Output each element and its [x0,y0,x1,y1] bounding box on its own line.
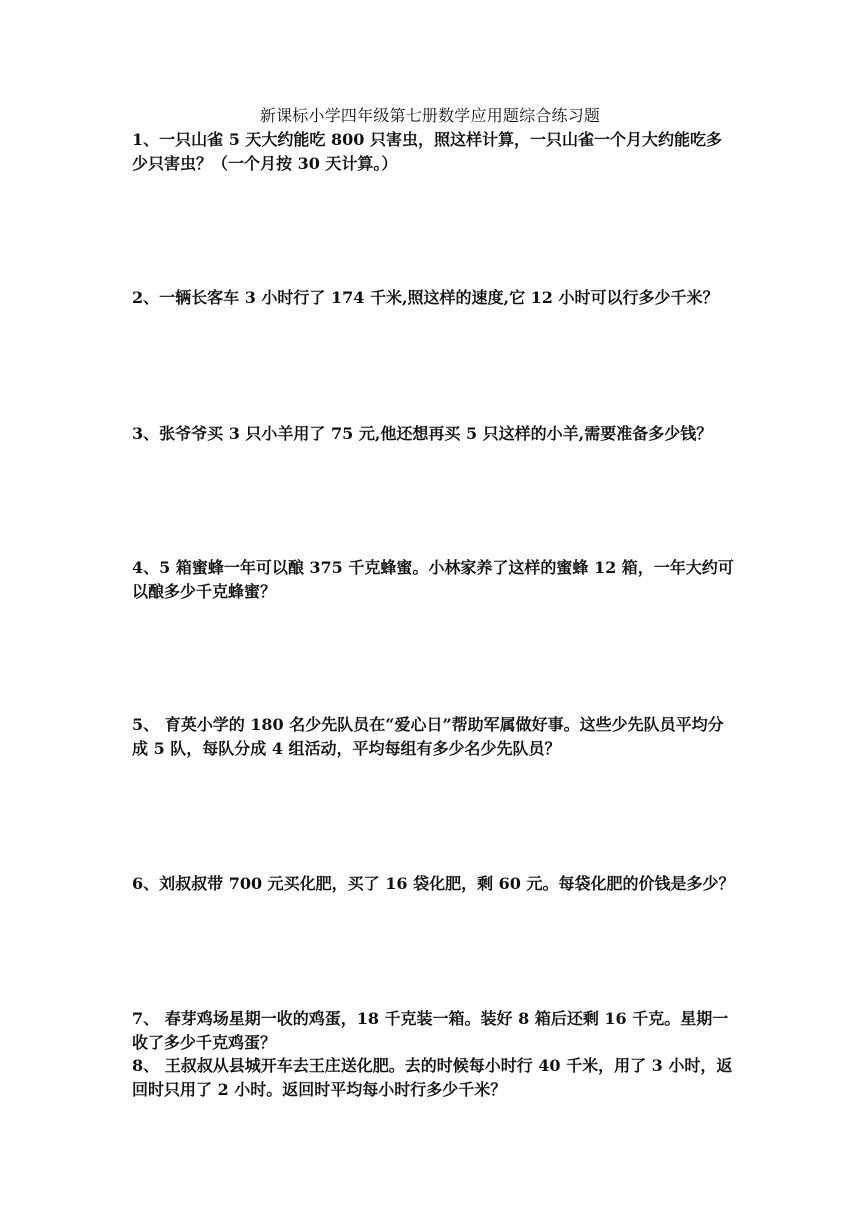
question-8: 8、 王叔叔从县城开车去王庄送化肥。去的时候每小时行 40 千米，用了 3 小时，返回时只用了 2 小时。返回时平均每小时行多少千米？ [132,1056,733,1099]
question-6: 6、刘叔叔带 700 元买化肥，买了 16 袋化肥，剩 60 元。每袋化肥的价钱是多少？ [132,874,735,893]
question-3: 3、张爷爷买 3 只小羊用了 75 元,他还想再买 5 只这样的小羊,需要准备多少钱？ [132,424,713,443]
question-4: 4、5 箱蜜蜂一年可以酿 375 千克蜂蜜。小林家养了这样的蜜蜂 12 箱，一年大约可以酿多少千克蜂蜜？ [132,558,734,601]
question-2: 2、一辆长客车 3 小时行了 174 千米,照这样的速度,它 12 小时可以行多少千米？ [132,288,719,307]
question-5: 5、 育英小学的 180 名少先队员在“爱心日”帮助军属做好事。这些少先队员平均分成 5 队，每队分成 4 组活动，平均每组有多少名少先队员？ [132,715,724,758]
question-7: 7、 春芽鸡场星期一收的鸡蛋，18 千克装一箱。装好 8 箱后还剩 16 千克。星期一收了多少千克鸡蛋？ [132,1009,729,1052]
worksheet-title: 新课标小学四年级第七册数学应用题综合练习题 [259,106,601,125]
question-1: 1、一只山雀 5 天大约能吃 800 只害虫，照这样计算，一只山雀一个月大约能吃多少只害虫？（一个月按 30 天计算。） [132,130,722,173]
